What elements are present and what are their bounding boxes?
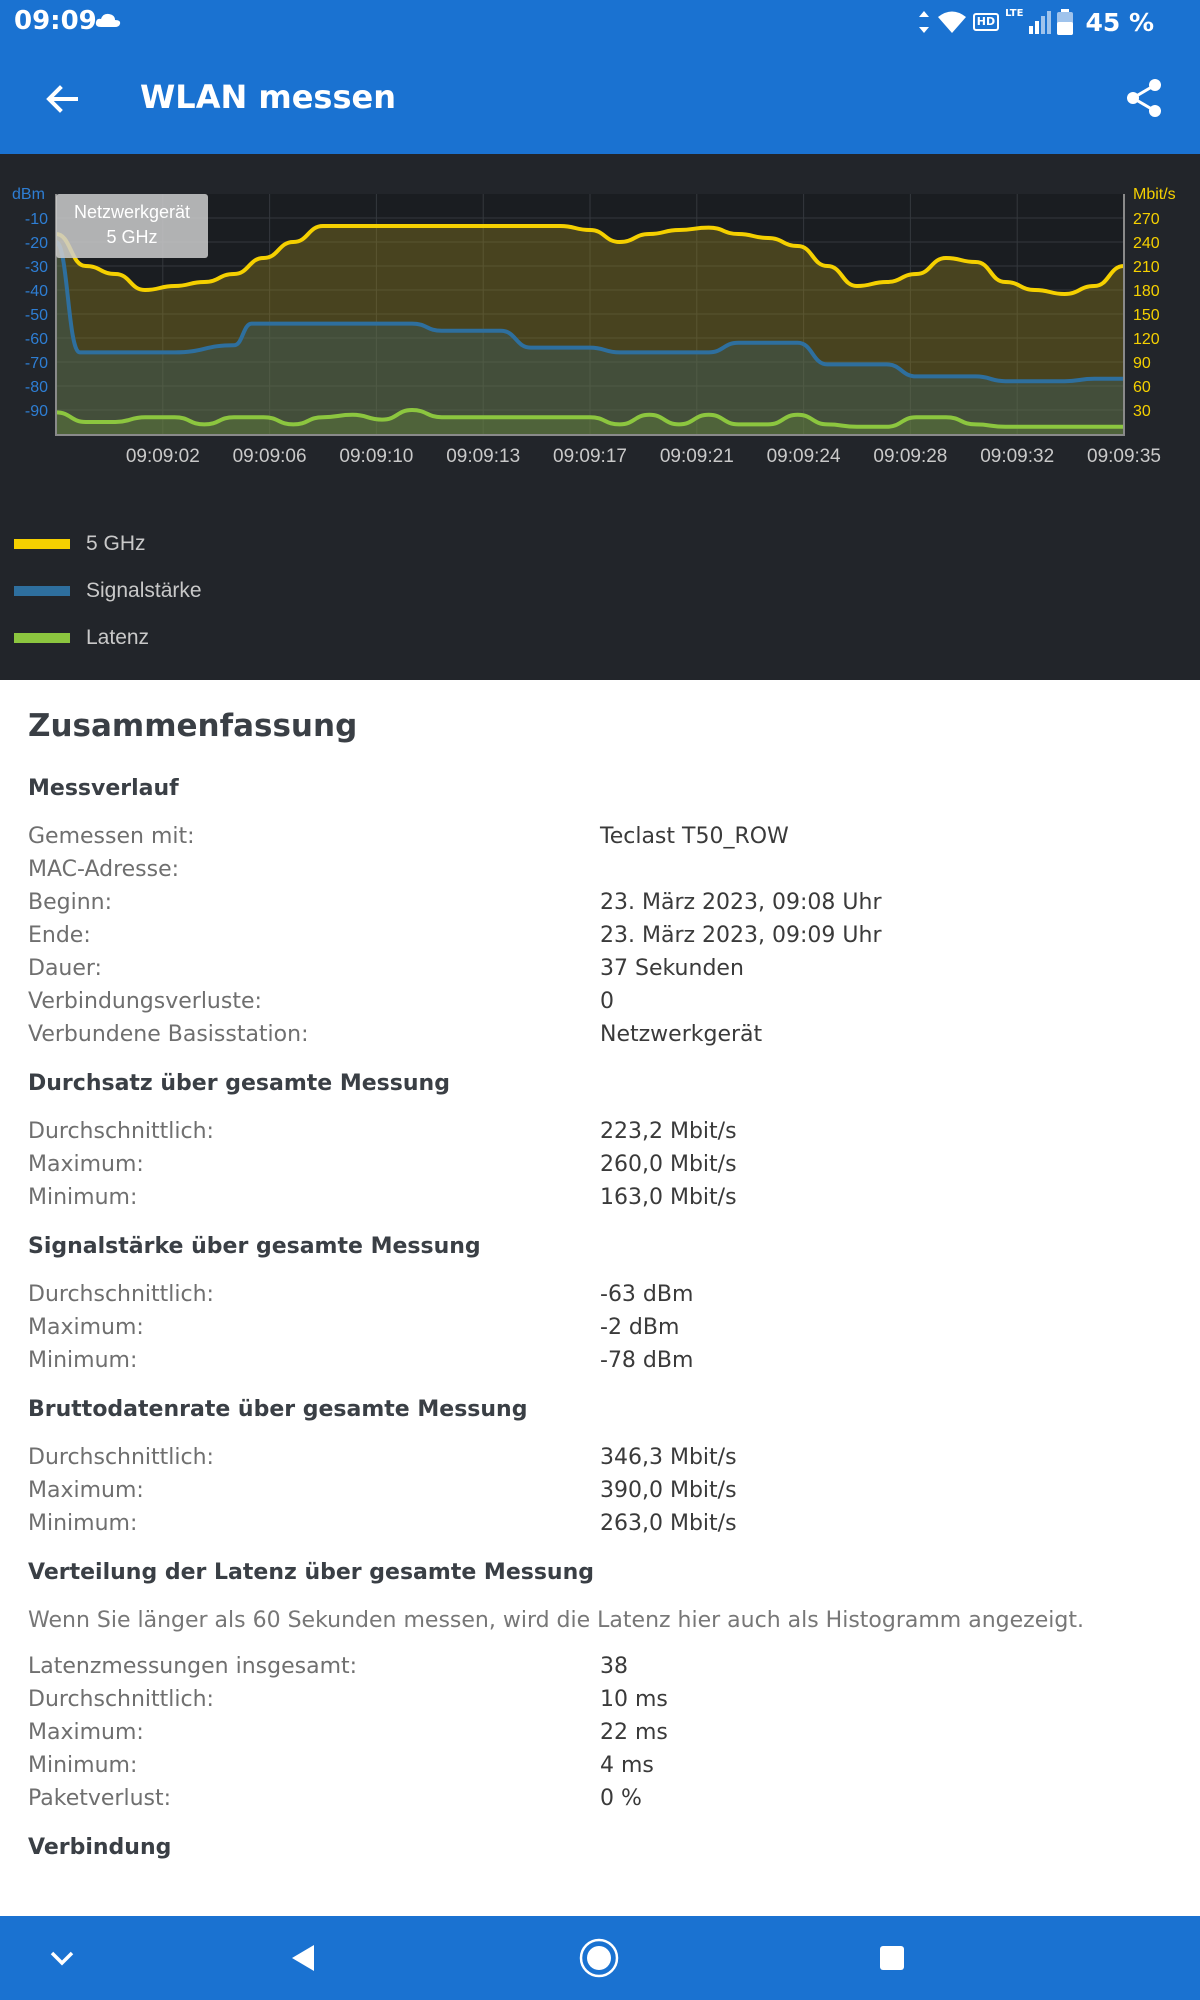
row-value: Netzwerkgerät: [600, 1022, 763, 1047]
row-value: -2 dBm: [600, 1315, 680, 1340]
row-packet-loss: [28, 1782, 1178, 1815]
section-title: Signalstärke über gesamte Messung: [28, 1234, 481, 1259]
chart-legend: [14, 520, 202, 661]
section-throughput: [28, 1069, 1178, 1214]
row-key: Verbundene Basisstation:: [28, 1022, 309, 1047]
left-tick-label: -40: [24, 283, 48, 300]
row-value: 223,2 Mbit/s: [600, 1119, 737, 1144]
row-key: Durchschnittlich:: [28, 1687, 214, 1712]
row-value: 37 Sekunden: [600, 956, 744, 981]
row-key: Minimum:: [28, 1185, 138, 1210]
row-key: Gemessen mit:: [28, 824, 195, 849]
row-key: Latenzmessungen insgesamt:: [28, 1654, 358, 1679]
section-title: Verteilung der Latenz über gesamte Messung: [28, 1560, 594, 1585]
row-key: Beginn:: [28, 890, 113, 915]
x-tick-label: 09:09:28: [873, 446, 948, 467]
row-end: [28, 919, 1178, 952]
row-value: -63 dBm: [600, 1282, 694, 1307]
row-key: Durchschnittlich:: [28, 1282, 214, 1307]
row-key: Dauer:: [28, 956, 102, 981]
row-key: Paketverlust:: [28, 1786, 172, 1811]
tooltip-band: 5 GHz: [106, 227, 158, 247]
right-tick-label: 270: [1133, 211, 1160, 228]
navigation-bar: [0, 1916, 1200, 2000]
battery-percent: 45 %: [1085, 7, 1154, 37]
legend-item-latency: [14, 614, 202, 661]
row-value: 260,0 Mbit/s: [600, 1152, 737, 1177]
row-max: [28, 1148, 1178, 1181]
row-start: [28, 886, 1178, 919]
legend-swatch: [14, 633, 70, 643]
lte-label: LTE: [1005, 8, 1024, 19]
row-device: [28, 820, 1178, 853]
right-tick-label: 240: [1133, 235, 1160, 252]
x-tick-label: 09:09:32: [980, 446, 1055, 467]
wifi-icon: [937, 9, 967, 35]
row-key: Durchschnittlich:: [28, 1445, 214, 1470]
row-count: [28, 1650, 1178, 1683]
left-tick-label: -10: [24, 211, 48, 228]
latency-note: Wenn Sie länger als 60 Sekunden messen, wird die Latenz hier auch als Histogramm angezeigt.: [28, 1608, 1084, 1633]
row-value: 0 %: [600, 1786, 642, 1811]
row-max: [28, 1474, 1178, 1507]
row-min: [28, 1344, 1178, 1377]
row-avg: [28, 1441, 1178, 1474]
row-value: 346,3 Mbit/s: [600, 1445, 737, 1470]
row-value: 23. März 2023, 09:09 Uhr: [600, 923, 882, 948]
hd-badge: HD: [973, 13, 999, 31]
right-tick-label: 90: [1133, 355, 1151, 372]
section-signal: [28, 1232, 1178, 1377]
home-circle-icon[interactable]: [577, 1936, 621, 1980]
row-losses: [28, 985, 1178, 1018]
status-time: 09:09: [14, 6, 97, 36]
row-key: Ende:: [28, 923, 91, 948]
right-axis-unit: Mbit/s: [1133, 186, 1176, 203]
row-value: 22 ms: [600, 1720, 668, 1745]
right-tick-label: 180: [1133, 283, 1160, 300]
right-tick-label: 120: [1133, 331, 1160, 348]
back-triangle-icon[interactable]: [282, 1936, 326, 1980]
right-tick-label: 150: [1133, 307, 1160, 324]
row-max: [28, 1311, 1178, 1344]
row-max: [28, 1716, 1178, 1749]
row-key: Minimum:: [28, 1753, 138, 1778]
x-tick-label: 09:09:06: [232, 446, 307, 467]
row-value: 10 ms: [600, 1687, 668, 1712]
share-icon[interactable]: [1122, 76, 1166, 120]
section-latency: [28, 1558, 1178, 1815]
x-tick-label: 09:09:35: [1087, 446, 1161, 467]
row-value: -78 dBm: [600, 1348, 694, 1373]
section-connection: [28, 1833, 1178, 1871]
summary-title: Zusammenfassung: [28, 708, 358, 744]
legend-swatch: [14, 586, 70, 596]
row-value: 163,0 Mbit/s: [600, 1185, 737, 1210]
row-key: Verbindungsverluste:: [28, 989, 262, 1014]
status-icons: [917, 6, 1154, 38]
row-avg: [28, 1278, 1178, 1311]
status-bar: [0, 0, 1200, 44]
recents-square-icon[interactable]: [870, 1936, 914, 1980]
row-basestation: [28, 1018, 1178, 1051]
row-value: Teclast T50_ROW: [600, 824, 789, 849]
chart-tooltip: [56, 194, 208, 258]
chevron-down-icon[interactable]: [40, 1936, 84, 1980]
left-tick-label: -80: [24, 379, 48, 396]
right-tick-label: 60: [1133, 379, 1151, 396]
row-value: 38: [600, 1654, 628, 1679]
legend-label: Latenz: [86, 625, 150, 649]
right-tick-label: 30: [1133, 403, 1151, 420]
row-value: 390,0 Mbit/s: [600, 1478, 737, 1503]
x-tick-label: 09:09:10: [339, 446, 414, 467]
x-tick-label: 09:09:17: [553, 446, 627, 467]
section-gross-rate: [28, 1395, 1178, 1540]
row-duration: [28, 952, 1178, 985]
legend-swatch: [14, 539, 70, 549]
legend-item-5ghz: [14, 520, 202, 567]
row-min: [28, 1181, 1178, 1214]
row-key: Maximum:: [28, 1152, 144, 1177]
x-axis-ticks: [126, 446, 1161, 467]
section-title: Messverlauf: [28, 776, 179, 801]
x-tick-label: 09:09:02: [125, 446, 200, 467]
left-tick-label: -50: [24, 307, 48, 324]
x-tick-label: 09:09:24: [766, 446, 841, 467]
right-tick-label: 210: [1133, 259, 1160, 276]
legend-label: 5 GHz: [86, 531, 146, 555]
section-title: Durchsatz über gesamte Messung: [28, 1071, 450, 1096]
row-key: Maximum:: [28, 1478, 144, 1503]
left-tick-label: -70: [24, 355, 48, 372]
cell-signal-icon: [1029, 10, 1051, 34]
row-key: MAC-Adresse:: [28, 857, 180, 882]
section-messverlauf: [28, 774, 1178, 1051]
row-avg: [28, 1115, 1178, 1148]
left-axis-unit: dBm: [12, 186, 45, 203]
tooltip-device: Netzwerkgerät: [73, 202, 191, 222]
row-mac: [28, 853, 1178, 886]
left-tick-label: -30: [24, 259, 48, 276]
battery-icon: [1057, 9, 1073, 35]
data-transfer-icon: [917, 9, 931, 35]
row-avg: [28, 1683, 1178, 1716]
summary: [28, 708, 1178, 1889]
row-key: Durchschnittlich:: [28, 1119, 214, 1144]
row-value: 23. März 2023, 09:08 Uhr: [600, 890, 882, 915]
row-key: Maximum:: [28, 1720, 144, 1745]
section-title: Verbindung: [28, 1835, 172, 1860]
x-tick-label: 09:09:21: [659, 446, 734, 467]
page-title: WLAN messen: [140, 78, 396, 116]
section-title: Bruttodatenrate über gesamte Messung: [28, 1397, 528, 1422]
legend-label: Signalstärke: [86, 578, 202, 602]
left-tick-label: -90: [24, 403, 48, 420]
cloud-icon: [95, 12, 121, 28]
chart-panel: [0, 154, 1200, 680]
row-min: [28, 1507, 1178, 1540]
right-axis-ticks: [1133, 211, 1160, 420]
row-key: Minimum:: [28, 1348, 138, 1373]
x-tick-label: 09:09:13: [446, 446, 521, 467]
row-key: Maximum:: [28, 1315, 144, 1340]
row-value: 0: [600, 989, 614, 1014]
legend-item-signal: [14, 567, 202, 614]
app-bar: [0, 44, 1200, 154]
left-tick-label: -20: [24, 235, 48, 252]
left-tick-label: -60: [24, 331, 48, 348]
left-axis-ticks: [25, 211, 48, 420]
row-value: 4 ms: [600, 1753, 654, 1778]
row-min: [28, 1749, 1178, 1782]
row-key: Minimum:: [28, 1511, 138, 1536]
row-value: 263,0 Mbit/s: [600, 1511, 737, 1536]
back-arrow-icon[interactable]: [40, 77, 84, 121]
